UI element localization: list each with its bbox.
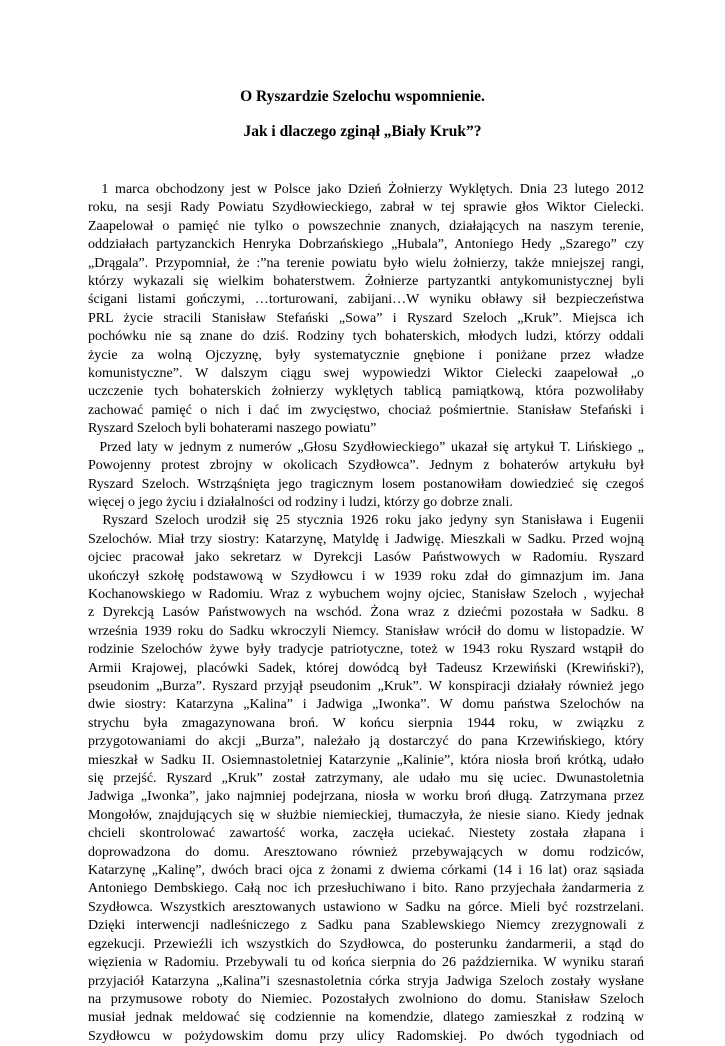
text-line: rodzinie Szelochów żywe były tradycje patriotyczne, toteż w 1943 roku Ryszard wstąpił do — [88, 642, 644, 658]
text-line: PRL życie stracili Stanisław Stefański „Sowa” i Ryszard Szeloch „Kruk”. Miejsca ich — [88, 310, 644, 326]
text-line: Katarzynę „Kalinę”, dwóch braci ojca z żonami z dwiema córkami (14 i 16 lat) oraz sąsiada — [88, 863, 644, 879]
text-line: ukończył szkołę podstawową w Szydłowcu i w 1939 roku zdał do gimnazjum im. Jana — [88, 568, 644, 584]
text-line: oddziałach partyzanckich Henryka Dobrzańskiego „Hubala”, Antoniego Hedy „Szarego” czy — [88, 237, 644, 253]
text-line: Przed laty w jednym z numerów „Głosu Szydłowieckiego” ukazał się artykuł T. Lińskiego „ — [88, 439, 644, 455]
text-line: doprowadzona do domu. Aresztowano również przebywających w domu rodziców, — [88, 844, 644, 860]
text-line: Ryszard Szeloch byli bohaterami naszego powiatu” — [88, 421, 377, 437]
text-line: zachować pamięć o nich i dać im zwycięstwo, chociaż pośmiertnie. Stanisław Stefański i — [88, 402, 644, 418]
text-line: więzienia w Radomiu. Przebywali tu od końca sierpnia do 26 października. W wyniku starań — [88, 955, 644, 971]
text-line: pseudonim „Burza”. Ryszard przyjął pseudonim „Kruk”. W konspiracji działały również jego — [88, 679, 644, 694]
text-line: Dzięki interwencji nadleśniczego z Sadku pana Szablewskiego Niemcy zrezygnowali z — [88, 918, 644, 934]
text-line: którzy wykazali się wielkim bohaterstwem. Żołnierze partyzantki antykomunistycznej byli — [88, 274, 644, 290]
text-line: 1 marca obchodzony jest w Polsce jako Dzień Żołnierzy Wyklętych. Dnia 23 lutego 2012 — [88, 182, 644, 197]
text-line: Powojenny protest zbrojny w okolicach Szydłowca”. Jednym z bohaterów artykułu był — [88, 458, 644, 474]
text-line: Szelochów. Miał trzy siostry: Katarzynę, Matyldę i Jadwigę. Mieszkali w Sadku. Przed wojną — [88, 531, 644, 547]
text-line: z Dyrekcją Lasów Państwowych na wschód. Żona wraz z dziećmi pozostała w Sadku. 8 — [88, 605, 644, 621]
text-line: Armii Krajowej, placówki Sadek, której dowódcą był Tadeusz Krzewiński (Krewiński?), — [88, 660, 644, 676]
text-line: Szydłowca. Wszystkich aresztowanych ustawiono w Sadku na górce. Mieli być rozstrzelani. — [88, 899, 644, 915]
text-line: na przymusowe roboty do Niemiec. Pozostałych zwolniono do domu. Stanisław Szeloch — [88, 991, 644, 1007]
text-line: roku, na sesji Rady Powiatu Szydłowieckiego, zabrał w tej sprawie głos Wiktor Cielecki. — [88, 200, 644, 216]
document-title: O Ryszardzie Szelochu wspomnienie. — [240, 88, 485, 105]
text-line: chcieli skontrolować zawartość worka, zaczęła uciekać. Niestety została złapana i — [88, 826, 644, 842]
text-line: mieszkał w Sadku II. Osiemnastoletniej Katarzynie „Kalinie”, która niosła broń krótką, udało — [88, 752, 644, 768]
text-line: Szydłowcu w pożydowskim domu przy ulicy Radomskiej. Po dwóch tygodniach od — [88, 1028, 644, 1044]
text-line: komunistyczne”. W dalszym ciągu swej wypowiedzi Wiktor Cielecki zaapelował „o — [88, 366, 644, 382]
text-line: dwie siostry: Katarzyna „Kalina” i Jadwiga „Iwonka”. W domu państwa Szelochów na — [88, 697, 644, 713]
text-line: Mongołów, znajdujących się w służbie niemieckiej, tłumaczyła, że niesie siano. Kiedy jednak — [88, 807, 644, 823]
text-line: Kochanowskiego w Radomiu. Wraz z wybuchem wojny ojciec, Stanisław Szeloch , wyjechał — [88, 586, 644, 602]
text-line: pochówku nie są znane do dziś. Rodziny tych bohaterskich, młodych ludzi, którzy oddali — [88, 329, 644, 345]
text-line: przyjaciół Katarzyna „Kalina”i szesnastoletnia córka stryja Jadwiga Szeloch zostały wysłane — [88, 973, 644, 989]
text-line: życie za wolną Ojczyznę, były systematycznie gnębione i poniżane przez władze — [88, 347, 644, 363]
text-line: Zaapelował o pamięć nie tylko o powszechnie znanych, działających na naszym terenie, — [88, 218, 644, 234]
document-body — [88, 181, 644, 1046]
text-line: Ryszard Szeloch. Wstrząśnięta jego tragicznym losem postanowiłam dowiedzieć się czegoś — [88, 476, 644, 492]
text-line: się przejść. Ryszard „Kruk” został zatrzymany, ale udało mu się uciec. Dwunastoletnia — [88, 771, 644, 787]
text-line: ścigani listami gończymi, …torturowani, zabijani…W wyniku obławy sił bezpieczeństwa — [88, 292, 644, 308]
text-line: września 1939 roku do Sadku wkroczyli Niemcy. Stanisław wrócił do domu w listopadzie. W — [88, 623, 644, 639]
text-line: musiał jednak meldować się codziennie na komendzie, dlatego zamieszkał z rodziną w — [88, 1010, 644, 1026]
text-line: uczczenie tych bohaterskich żołnierzy wyklętych tablicą pamiątkową, która pozwoliłaby — [88, 384, 644, 400]
text-line: egzekucji. Przewieźli ich wszystkich do Szydłowca, do posterunku żandarmerii, a stąd do — [88, 936, 644, 952]
document-subtitle: Jak i dlaczego zginął „Biały Kruk”? — [243, 123, 482, 140]
text-line: ojciec pracował jako sekretarz w Dyrekcji Lasów Państwowych w Radomiu. Ryszard — [88, 550, 644, 566]
text-line: strychu była zmagazynowana broń. W końcu sierpnia 1944 roku, w związku z — [88, 715, 644, 731]
text-line: Antoniego Dembskiego. Całą noc ich przesłuchiwano i bito. Rano przyjechała żandarmeria z — [88, 881, 644, 897]
text-line: więcej o jego życiu i działalności od rodziny i ludzi, którzy go dobrze znali. — [88, 494, 513, 510]
text-line: „Drągala”. Przypomniał, że :”na terenie powiatu było wielu żołnierzy, także mniejszej rangi, — [88, 255, 644, 271]
text-line: Ryszard Szeloch urodził się 25 stycznia 1926 roku jako jedyny syn Stanisława i Eugenii — [88, 513, 644, 529]
text-line: przygotowaniami do akcji „Burza”, należało ją dostarczyć do pana Krzewińskiego, który — [88, 734, 644, 750]
text-line: Jadwiga „Iwonka”, jako najmniej podejrzana, niosła w worku broń długą. Zatrzymana przez — [88, 789, 644, 805]
